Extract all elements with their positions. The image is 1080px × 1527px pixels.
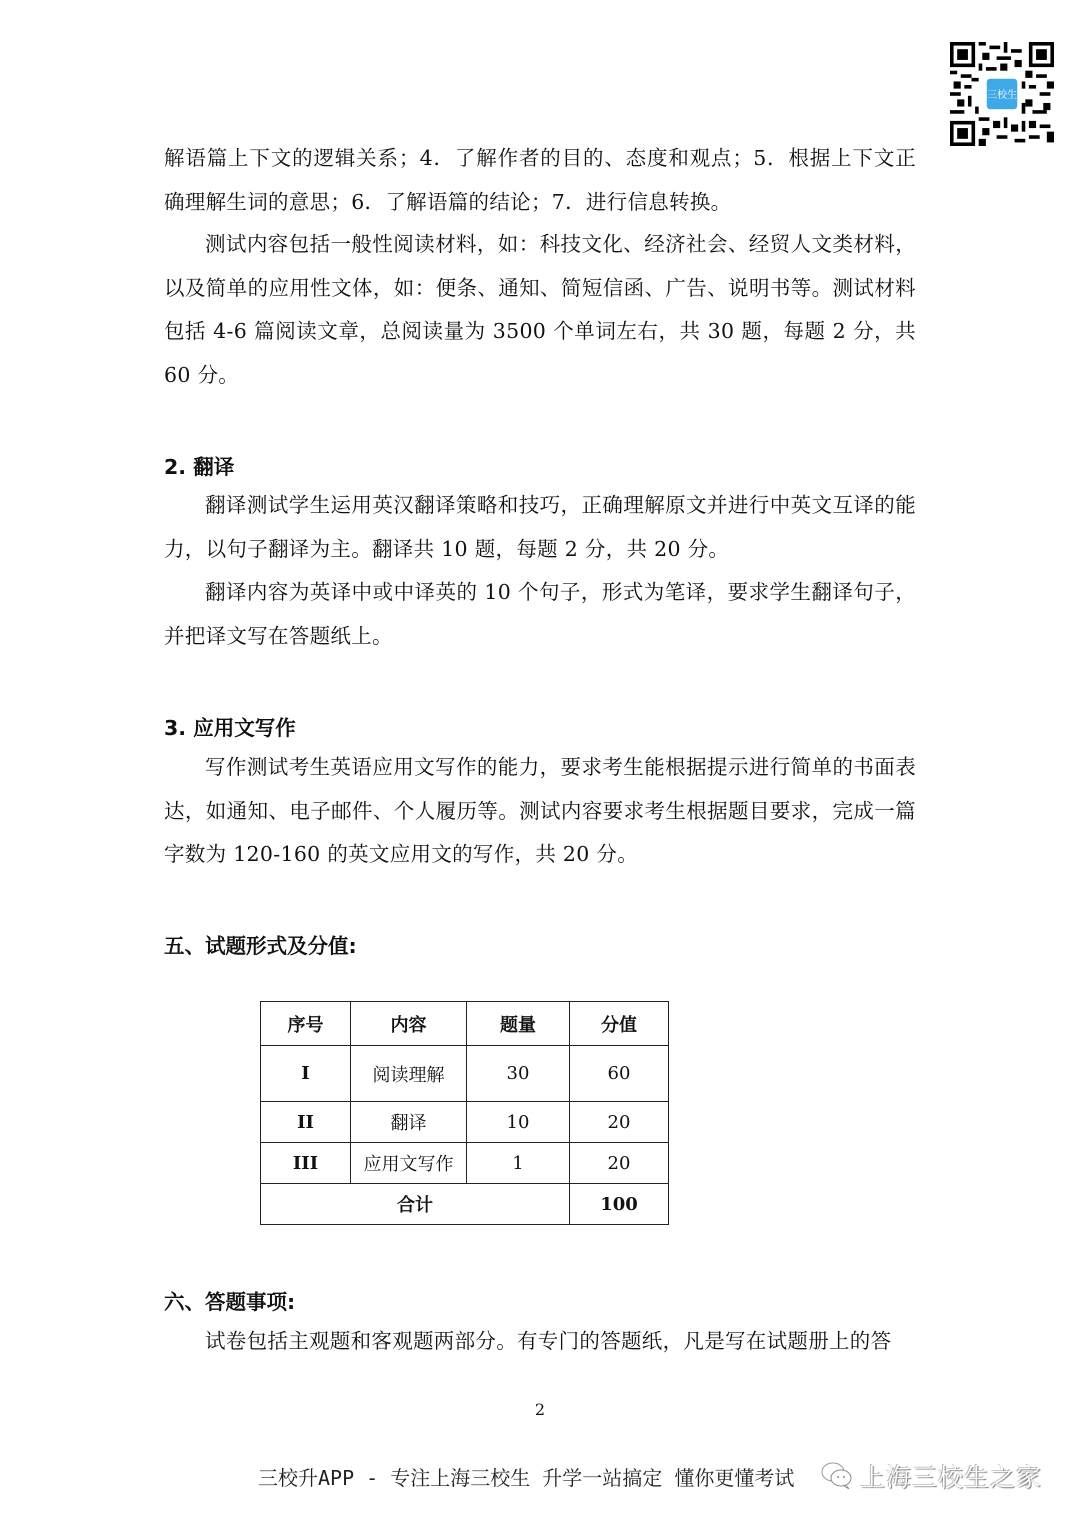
- wechat-icon: [820, 1461, 854, 1491]
- table-row: [261, 1143, 669, 1184]
- table-row: [261, 1046, 669, 1102]
- row-no: III: [261, 1143, 351, 1184]
- total-label: 合计: [261, 1184, 570, 1225]
- row-no: I: [261, 1046, 351, 1102]
- table-header-row: [261, 1002, 669, 1046]
- row-score: 20: [570, 1102, 669, 1143]
- table-total-row: [261, 1184, 669, 1225]
- row-count: 10: [467, 1102, 570, 1143]
- qr-logo-text: 三校生: [986, 89, 1018, 101]
- reading-skills-paragraph: 解语篇上下文的逻辑关系；4．了解作者的目的、态度和观点；5．根据上下文正确理解生词的意思；6．了解语篇的结论；7．进行信息转换。: [164, 146, 916, 214]
- row-count: 30: [467, 1046, 570, 1102]
- header-score: 分值: [570, 1002, 669, 1046]
- row-count: 1: [467, 1143, 570, 1184]
- header-no: 序号: [261, 1002, 351, 1046]
- header-content: 内容: [351, 1002, 467, 1046]
- writing-paragraph: 写作测试考生英语应用文写作的能力，要求考生能根据提示进行简单的书面表达，如通知、电子邮件、个人履历等。测试内容要求考生根据题目要求，完成一篇字数为 120-160 的英文应用文的写作，共 20 分。: [164, 755, 916, 866]
- page-number: 2: [534, 1400, 546, 1419]
- score-table: [260, 1001, 669, 1225]
- translation-paragraph-2: 翻译内容为英译中或中译英的 10 个句子，形式为笔译，要求学生翻译句子，并把译文写在答题纸上。: [164, 580, 916, 648]
- reading-content-paragraph: 测试内容包括一般性阅读材料，如：科技文化、经济社会、经贸人文类材料，以及简单的应用性文体，如：便条、通知、简短信函、广告、说明书等。测试材料包括 4-6 篇阅读文章，总阅读量为 3500 个单词左右，共 30 题，每题 2 分，共 60 分。: [164, 232, 916, 387]
- row-content: 阅读理解: [351, 1046, 467, 1102]
- watermark-text: 上海三校生之家: [860, 1463, 1043, 1492]
- footer-slogan: 三校升APP - 专注上海三校生 升学一站搞定 懂你更懂考试: [258, 1466, 795, 1490]
- writing-heading: 3. 应用文写作: [164, 716, 296, 740]
- wechat-watermark: [820, 1458, 1042, 1494]
- format-heading: 五、试题形式及分值:: [164, 934, 357, 958]
- qr-code: [950, 42, 1054, 146]
- row-content: 翻译: [351, 1102, 467, 1143]
- total-score: 100: [570, 1184, 669, 1225]
- row-score: 20: [570, 1143, 669, 1184]
- translation-heading: 2. 翻译: [164, 455, 235, 479]
- notes-paragraph: 试卷包括主观题和客观题两部分。有专门的答题纸，凡是写在试题册上的答: [205, 1329, 892, 1353]
- translation-paragraph-1: 翻译测试学生运用英汉翻译策略和技巧，正确理解原文并进行中英文互译的能力，以句子翻译为主。翻译共 10 题，每题 2 分，共 20 分。: [164, 493, 916, 561]
- table-row: [261, 1102, 669, 1143]
- row-content: 应用文写作: [351, 1143, 467, 1184]
- header-count: 题量: [467, 1002, 570, 1046]
- row-no: II: [261, 1102, 351, 1143]
- notes-heading: 六、答题事项:: [164, 1290, 296, 1314]
- row-score: 60: [570, 1046, 669, 1102]
